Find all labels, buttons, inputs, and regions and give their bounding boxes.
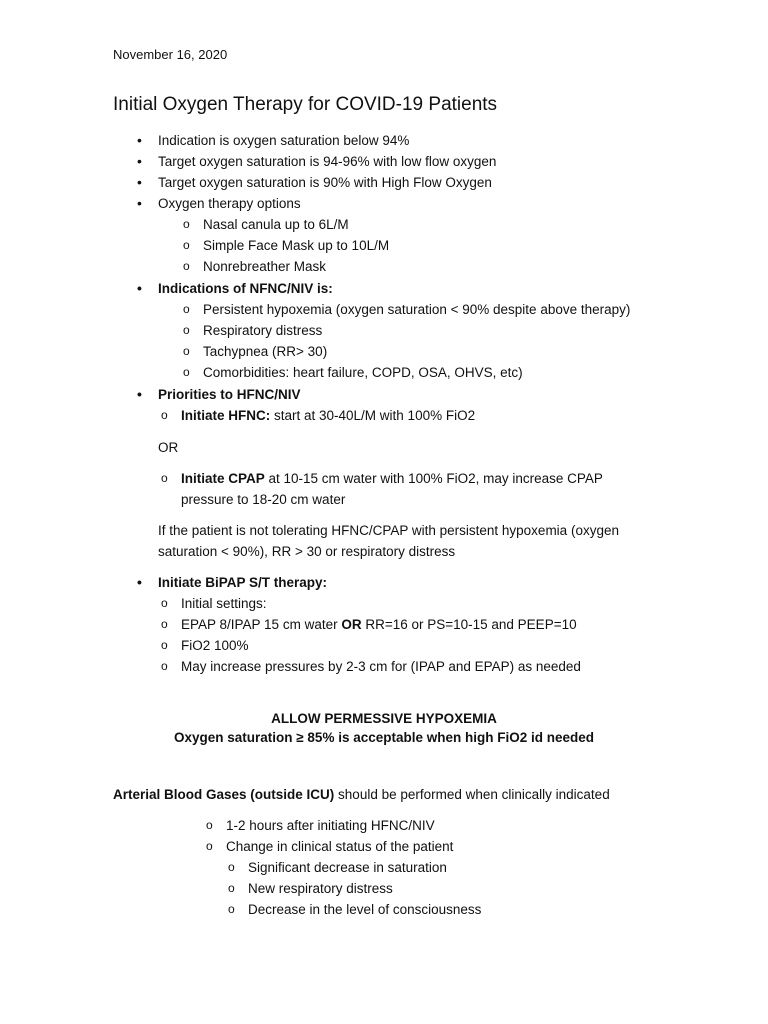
bullet-target-high-flow: • Target oxygen saturation is 90% with High Flow Oxygen (158, 175, 492, 190)
paragraph-line-2: saturation < 90%), RR > 30 or respiratory distress (158, 544, 456, 559)
bullet-priorities: • Priorities to HFNC/NIV (158, 387, 301, 402)
cpap-text: at 10-15 cm water with 100% FiO2, may increase CPAP (264, 471, 603, 486)
sub-tachypnea: o Tachypnea (RR> 30) (203, 344, 327, 359)
abg-heading (113, 787, 610, 802)
sub-persistent-hypoxemia: o Persistent hypoxemia (oxygen saturation < 90% despite above therapy) (203, 302, 630, 317)
sub-consciousness: o Decrease in the level of consciousness (248, 902, 481, 917)
bullet-indications-nfnc: • Indications of NFNC/NIV is: (158, 281, 333, 296)
sub-new-distress: o New respiratory distress (248, 881, 393, 896)
bullet-bipap: • Initiate BiPAP S/T therapy: (158, 575, 327, 590)
paragraph-line-1: If the patient is not tolerating HFNC/CPAP with persistent hypoxemia (oxygen (158, 523, 619, 538)
or-text: OR (158, 440, 179, 455)
bullet-indication: • Indication is oxygen saturation below 94% (158, 133, 409, 148)
sub-decrease-saturation: o Significant decrease in saturation (248, 860, 447, 875)
bullet-therapy-options: • Oxygen therapy options (158, 196, 301, 211)
sub-epap-ipap (181, 617, 577, 632)
sub-respiratory-distress: o Respiratory distress (203, 323, 322, 338)
sub-initiate-hfnc (181, 408, 475, 423)
abg-text: should be performed when clinically indicated (334, 787, 610, 802)
allow-permissive-subheading: Oxygen saturation ≥ 85% is acceptable when high FiO2 id needed (173, 730, 595, 745)
sub-nonrebreather: o Nonrebreather Mask (203, 259, 326, 274)
hfnc-label: Initiate HFNC: (181, 408, 271, 423)
sub-increase-pressures: o May increase pressures by 2-3 cm for (IPAP and EPAP) as needed (181, 659, 581, 674)
sub-nasal-canula: o Nasal canula up to 6L/M (203, 217, 349, 232)
epap-text-2: RR=16 or PS=10-15 and PEEP=10 (361, 617, 577, 632)
sub-initiate-cpap (181, 471, 603, 486)
sub-initial-settings: o Initial settings: (181, 596, 267, 611)
sub-abg-change-status: o Change in clinical status of the patient (226, 839, 453, 854)
epap-text: EPAP 8/IPAP 15 cm water (181, 617, 342, 632)
sub-face-mask: o Simple Face Mask up to 10L/M (203, 238, 389, 253)
document-title: Initial Oxygen Therapy for COVID-19 Patients (113, 94, 498, 115)
bullet-target-low-flow: • Target oxygen saturation is 94-96% with low flow oxygen (158, 154, 496, 169)
document-date: November 16, 2020 (113, 47, 228, 62)
abg-label: Arterial Blood Gases (outside ICU) (113, 787, 335, 802)
sub-abg-1-2-hours: o 1-2 hours after initiating HFNC/NIV (226, 818, 435, 833)
hfnc-text: start at 30-40L/M with 100% FiO2 (270, 408, 476, 423)
cpap-label: Initiate CPAP (181, 471, 265, 486)
cpap-text-continued: pressure to 18-20 cm water (181, 492, 346, 507)
epap-or: OR (341, 617, 362, 632)
sub-fio2: o FiO2 100% (181, 638, 249, 653)
sub-comorbidities: o Comorbidities: heart failure, COPD, OSA, OHVS, etc) (203, 365, 523, 380)
allow-permissive-heading: ALLOW PERMESSIVE HYPOXEMIA (271, 711, 497, 726)
